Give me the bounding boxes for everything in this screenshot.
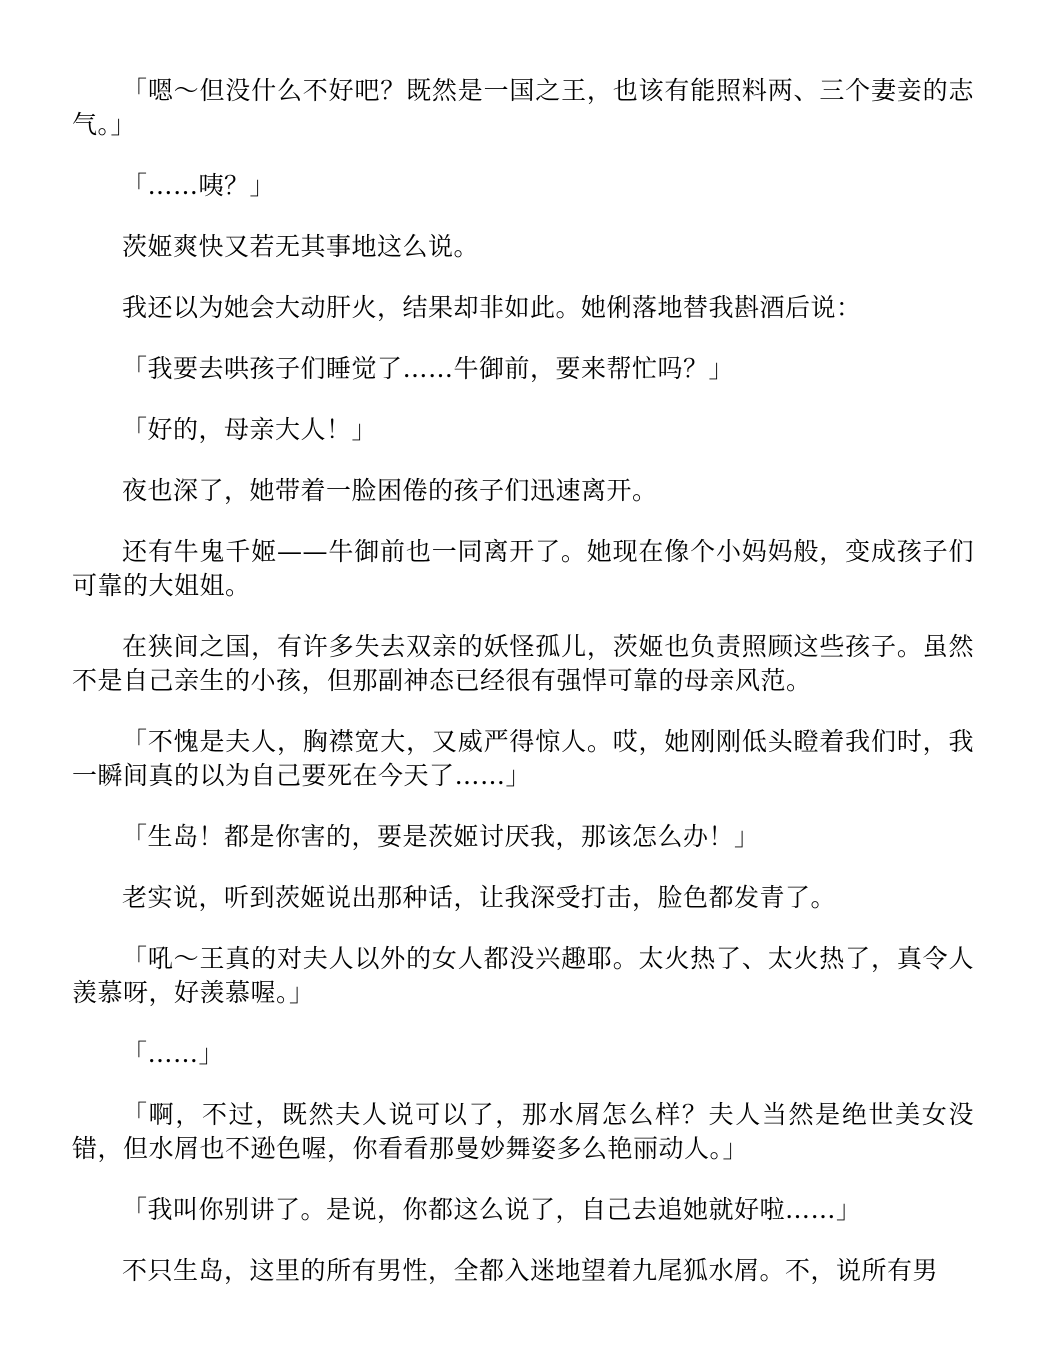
paragraph: 在狭间之国，有许多失去双亲的妖怪孤儿，茨姬也负责照顾这些孩子。虽然不是自己亲生的小孩，但那副神态已经很有强悍可靠的母亲风范。 xyxy=(72,632,974,695)
paragraph: 「好的，母亲大人！」 xyxy=(122,415,378,444)
paragraph: 「不愧是夫人，胸襟宽大，又威严得惊人。哎，她刚刚低头瞪着我们时，我一瞬间真的以为自己要死在今天了……」 xyxy=(72,727,974,790)
paragraph: 「……咦？」 xyxy=(122,171,276,200)
paragraph: 「我要去哄孩子们睡觉了……牛御前，要来帮忙吗？」 xyxy=(122,354,735,383)
paragraph: 还有牛鬼千姬——牛御前也一同离开了。她现在像个小妈妈般，变成孩子们可靠的大姐姐。 xyxy=(72,537,974,600)
paragraph: 「生岛！都是你害的，要是茨姬讨厌我，那该怎么办！」 xyxy=(122,822,760,851)
paragraph: 夜也深了，她带着一脸困倦的孩子们迅速离开。 xyxy=(122,476,658,505)
paragraph: 不只生岛，这里的所有男性，全都入迷地望着九尾狐水屑。不，说所有男 xyxy=(122,1256,939,1285)
paragraph: 「啊，不过，既然夫人说可以了，那水屑怎么样？夫人当然是绝世美女没错，但水屑也不逊色喔，你看看那曼妙舞姿多么艳丽动人。」 xyxy=(72,1100,974,1163)
paragraph: 「吼～王真的对夫人以外的女人都没兴趣耶。太火热了、太火热了，真令人羡慕呀，好羡慕喔。」 xyxy=(72,944,974,1007)
paragraph: 我还以为她会大动肝火，结果却非如此。她俐落地替我斟酒后说： xyxy=(122,293,862,322)
paragraph: 老实说，听到茨姬说出那种话，让我深受打击，脸色都发青了。 xyxy=(122,883,837,912)
paragraph: 「……」 xyxy=(122,1039,225,1068)
paragraph: 茨姬爽快又若无其事地这么说。 xyxy=(122,232,480,261)
paragraph: 「我叫你别讲了。是说，你都这么说了，自己去追她就好啦……」 xyxy=(122,1195,862,1224)
text-body xyxy=(72,74,974,1315)
paragraph: 「嗯～但没什么不好吧？既然是一国之王，也该有能照料两、三个妻妾的志气。」 xyxy=(72,76,974,139)
